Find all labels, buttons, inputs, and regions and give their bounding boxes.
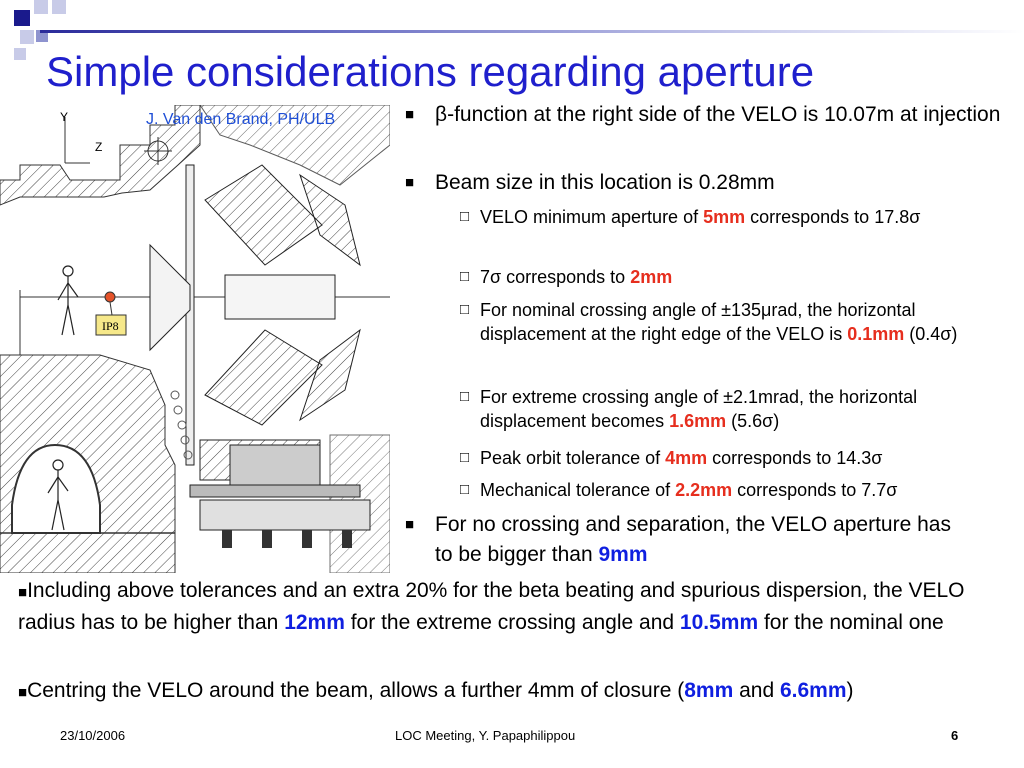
bullet-beam-size: [405, 168, 1015, 198]
bullet-text: Beam size in this location is 0.28mm: [435, 171, 775, 194]
bullet-text: β-function at the right side of the VELO is 10.07m at injection: [435, 103, 1001, 126]
subbullet-text: corresponds to 17.8σ: [745, 207, 921, 227]
subbullet-nominal-crossing: [460, 298, 960, 346]
subbullet-orbit-tolerance: [460, 446, 1000, 470]
bullet-no-crossing: [405, 510, 965, 570]
corner-square: [52, 0, 66, 14]
ip8-label: IP8: [102, 319, 119, 333]
square-bullet-icon: ■: [405, 174, 415, 191]
corner-square: [14, 48, 26, 60]
subbullet-text: (0.4σ): [904, 324, 958, 344]
bullet-tolerances-summary: [18, 576, 1008, 638]
bullet-text: ): [846, 679, 854, 702]
corner-square: [20, 30, 34, 44]
corner-square: [14, 10, 30, 26]
bullet-centring: [18, 676, 1008, 708]
page-number: 6: [951, 728, 959, 743]
subbullet-text: Peak orbit tolerance of: [480, 448, 666, 468]
subbullet-7sigma: [460, 265, 980, 289]
hollow-square-bullet-icon: □: [460, 449, 470, 466]
subbullet-text: corresponds to 14.3σ: [707, 448, 883, 468]
bullet-text: for the extreme crossing angle and: [344, 611, 680, 634]
highlight-value: 4mm: [665, 448, 708, 468]
hollow-square-bullet-icon: □: [460, 388, 470, 405]
hollow-square-bullet-icon: □: [460, 208, 470, 225]
subbullet-text: (5.6σ): [726, 411, 780, 431]
velo-cavern-drawing: [0, 105, 390, 573]
title-rule: [40, 30, 1024, 33]
subbullet-text: For nominal crossing angle of ±135μrad, the horizontal displacement at the right edge of the VELO is: [480, 300, 916, 344]
subbullet-text: 7σ corresponds to: [480, 267, 631, 287]
square-bullet-icon: ■: [405, 516, 415, 533]
square-bullet-icon: ■: [405, 106, 415, 123]
square-bullet-icon: ■: [18, 584, 28, 601]
bullet-text: Centring the VELO around the beam, allows a further 4mm of closure (: [27, 679, 685, 702]
subbullet-min-aperture: [460, 205, 980, 229]
subbullet-mechanical-tolerance: [460, 478, 1020, 502]
subbullet-text: For extreme crossing angle of ±2.1mrad, the horizontal displacement becomes: [480, 387, 918, 431]
hollow-square-bullet-icon: □: [460, 481, 470, 498]
subbullet-text: Mechanical tolerance of: [480, 480, 676, 500]
highlight-value: 0.1mm: [847, 324, 905, 344]
subbullet-extreme-crossing: [460, 385, 980, 433]
hollow-square-bullet-icon: □: [460, 301, 470, 318]
square-bullet-icon: ■: [18, 684, 28, 701]
bullet-text: and: [733, 679, 780, 702]
footer-date: 23/10/2006: [60, 728, 126, 743]
axis-y-label: Y: [60, 110, 69, 124]
subbullet-text: VELO minimum aperture of: [480, 207, 704, 227]
highlight-value: 5mm: [703, 207, 746, 227]
highlight-value: 8mm: [684, 679, 734, 702]
slide-title: Simple considerations regarding aperture: [46, 48, 815, 95]
axis-z-label: Z: [95, 140, 103, 154]
highlight-value: 6.6mm: [779, 679, 847, 702]
bullet-beta-function: [405, 100, 1015, 130]
highlight-value: 10.5mm: [679, 611, 759, 634]
bullet-text: for the nominal one: [758, 611, 944, 634]
highlight-value: 2mm: [630, 267, 673, 287]
figure-credit: J. Van den Brand, PH/ULB: [146, 111, 336, 128]
corner-square: [34, 0, 48, 14]
footer-meeting: LOC Meeting, Y. Papaphilippou: [395, 728, 576, 743]
bullet-text: For no crossing and separation, the VELO aperture has to be bigger than: [435, 513, 951, 566]
highlight-value: 12mm: [284, 611, 345, 634]
subbullet-text: corresponds to 7.7σ: [732, 480, 898, 500]
hollow-square-bullet-icon: □: [460, 268, 470, 285]
highlight-value: 9mm: [598, 543, 648, 566]
highlight-value: 2.2mm: [675, 480, 733, 500]
highlight-value: 1.6mm: [669, 411, 727, 431]
bullet-text: Including above tolerances and an extra 20% for the beta beating and spurious dispersion, the VELO radius has to be higher than: [18, 579, 965, 634]
